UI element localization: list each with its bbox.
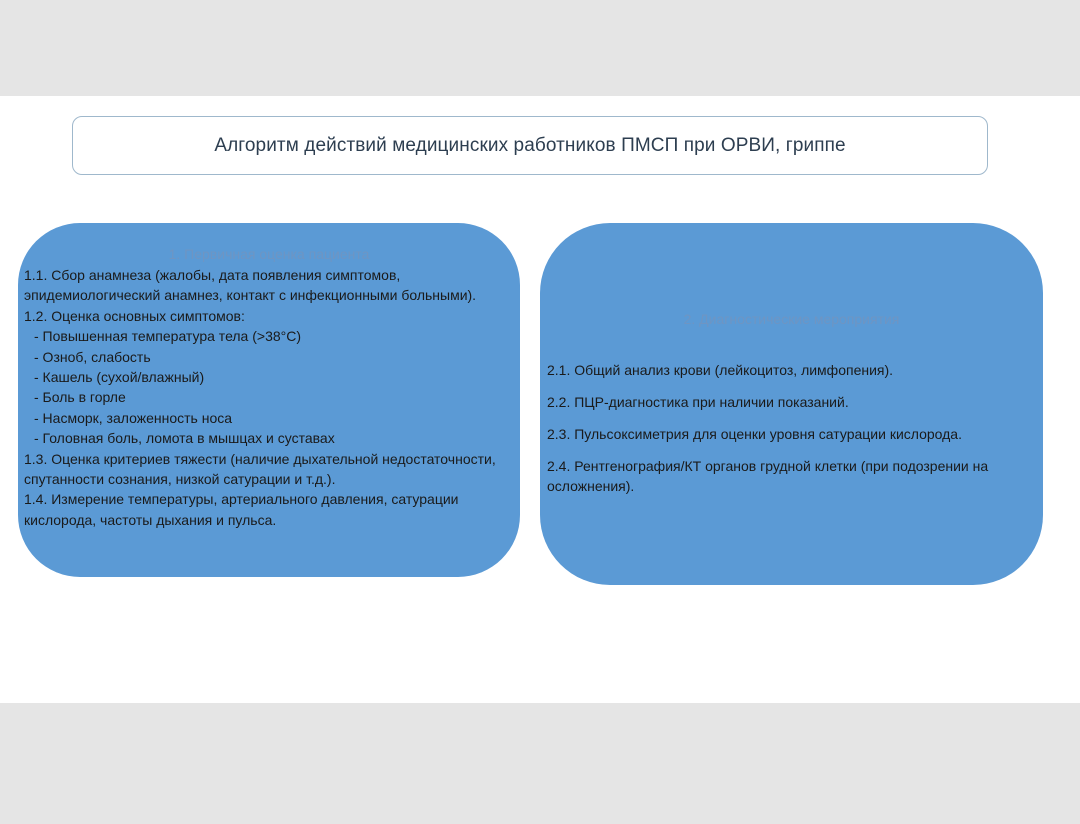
primary-assessment-list: [24, 265, 514, 530]
list-item: 2.2. ПЦР-диагностика при наличии показаний.: [547, 394, 849, 410]
diagnostics-box: [540, 223, 1043, 585]
diagnostics-heading: 2. Диагностические мероприятия: [683, 311, 900, 327]
symptom-item: - Озноб, слабость: [34, 348, 151, 365]
title-box: [72, 116, 988, 175]
list-item: 1.3. Оценка критериев тяжести (наличие дыхательной недостаточности, спутанности сознания, низкой сатурации и т.д.).: [24, 450, 496, 488]
list-item: 1.1. Сбор анамнеза (жалобы, дата появления симптомов, эпидемиологический анамнез, контакт с инфекционными больными).: [24, 267, 477, 304]
symptom-item: - Повышенная температура тела (>38°C): [34, 328, 302, 345]
page-title: Алгоритм действий медицинских работников ПМСП при ОРВИ, гриппе: [214, 134, 846, 156]
symptom-item: - Насморк, заложенность носа: [34, 409, 233, 426]
list-item: 1.2. Оценка основных симптомов:: [24, 307, 245, 324]
list-item: 2.4. Рентгенография/КТ органов грудной клетки (при подозрении на осложнения).: [547, 458, 989, 494]
symptom-item: - Головная боль, ломота в мышцах и суставах: [34, 430, 335, 447]
list-item: 2.3. Пульсоксиметрия для оценки уровня сатурации кислорода.: [547, 426, 962, 442]
symptom-item: - Боль в горле: [34, 389, 126, 406]
diagnostics-list: [547, 360, 1027, 508]
symptom-item: - Кашель (сухой/влажный): [34, 369, 205, 386]
list-item: 1.4. Измерение температуры, артериального давления, сатурации кислорода, частоты дыхания и пульса.: [24, 491, 459, 528]
slide: [0, 96, 1080, 703]
primary-assessment-heading: 1. Первичная оценка пациента: [168, 246, 370, 262]
list-item: 2.1. Общий анализ крови (лейкоцитоз, лимфопения).: [547, 362, 894, 378]
primary-assessment-box: [18, 223, 520, 577]
